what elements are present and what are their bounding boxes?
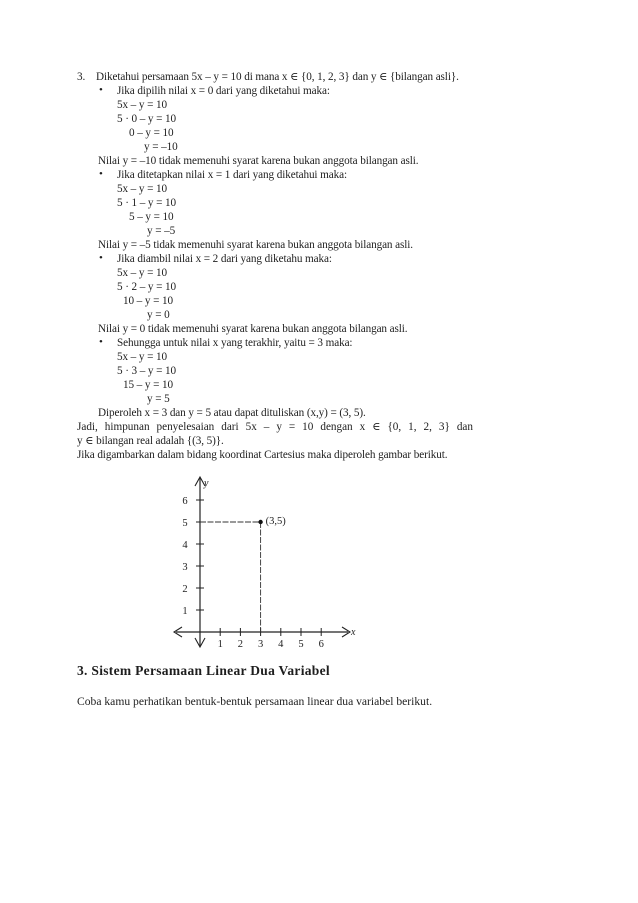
- step-3-line-3: 10 – y = 10: [123, 295, 173, 307]
- step-2-bullet: Jika ditetapkan nilai x = 1 dari yang diketahui maka:: [117, 169, 347, 181]
- bullet-marker: •: [99, 168, 103, 180]
- y-tick-label: 1: [182, 606, 188, 617]
- result-line: Diperoleh x = 3 dan y = 5 atau dapat dituliskan (x,y) = (3, 5).: [98, 407, 366, 419]
- y-axis-label: y: [204, 478, 209, 489]
- section-text: Coba kamu perhatikan bentuk-bentuk persamaan linear dua variabel berikut.: [77, 695, 433, 708]
- x-tick-label: 6: [318, 639, 324, 650]
- step-3-line-1: 5x – y = 10: [117, 267, 167, 279]
- step-2-conclusion: Nilai y = –5 tidak memenuhi syarat karena bukan anggota bilangan asli.: [98, 239, 413, 251]
- step-2-line-4: y = –5: [147, 225, 176, 237]
- step-1-line-1: 5x – y = 10: [117, 99, 167, 111]
- y-tick-label: 3: [182, 562, 188, 573]
- step-1-line-2: 5 · 0 – y = 10: [117, 113, 176, 125]
- step-3-conclusion: Nilai y = 0 tidak memenuhi syarat karena bukan anggota bilangan asli.: [98, 323, 408, 335]
- bullet-marker: •: [99, 252, 103, 264]
- section-title: 3. Sistem Persamaan Linear Dua Variabel: [77, 663, 330, 678]
- cartesian-graph: [170, 474, 370, 654]
- x-tick-label: 3: [257, 639, 264, 650]
- data-point-label: (3,5): [265, 516, 286, 527]
- step-4-bullet: Sehungga untuk nilai x yang terakhir, yaitu = 3 maka:: [117, 337, 353, 349]
- bullet-marker: •: [99, 336, 103, 348]
- y-tick-label: 6: [182, 496, 188, 507]
- x-tick-label: 4: [278, 639, 284, 650]
- step-1-conclusion: Nilai y = –10 tidak memenuhi syarat karena bukan anggota bilangan asli.: [98, 155, 419, 167]
- jadi-line-1: Jadi, himpunan penyelesaian dari 5x – y = 10 dengan x ∈ {0, 1, 2, 3} dan: [77, 421, 473, 433]
- x-tick-label: 1: [217, 639, 223, 650]
- step-4-line-2: 5 · 3 – y = 10: [117, 365, 176, 377]
- step-4-line-1: 5x – y = 10: [117, 351, 167, 363]
- step-4-line-3: 15 – y = 10: [123, 379, 173, 391]
- step-2-line-3: 5 – y = 10: [129, 211, 174, 223]
- x-axis-label: x: [351, 627, 356, 638]
- step-1-line-4: y = –10: [144, 141, 178, 153]
- problem-number: 3.: [77, 71, 86, 83]
- step-1-line-3: 0 – y = 10: [129, 127, 174, 139]
- step-1-bullet: Jika dipilih nilai x = 0 dari yang diketahui maka:: [117, 85, 330, 97]
- graph-layer: [174, 477, 356, 650]
- bullet-marker: •: [99, 84, 103, 96]
- data-point: [258, 520, 262, 524]
- problem-intro: Diketahui persamaan 5x – y = 10 di mana x ∈ {0, 1, 2, 3} dan y ∈ {bilangan asli}.: [96, 71, 459, 83]
- step-3-bullet: Jika diambil nilai x = 2 dari yang diketahu maka:: [117, 253, 332, 265]
- jadi-line-2: y ∈ bilangan real adalah {(3, 5)}.: [77, 435, 224, 447]
- y-tick-label: 2: [182, 584, 188, 595]
- step-2-line-2: 5 · 1 – y = 10: [117, 197, 176, 209]
- step-2-line-1: 5x – y = 10: [117, 183, 167, 195]
- graph-intro: Jika digambarkan dalam bidang koordinat Cartesius maka diperoleh gambar berikut.: [77, 449, 448, 461]
- x-tick-label: 2: [237, 639, 244, 650]
- x-tick-label: 5: [298, 639, 304, 650]
- step-3-line-2: 5 · 2 – y = 10: [117, 281, 176, 293]
- y-tick-label: 4: [182, 540, 188, 551]
- step-4-line-4: y = 5: [147, 393, 170, 405]
- y-tick-label: 5: [182, 518, 188, 529]
- step-3-line-4: y = 0: [147, 309, 170, 321]
